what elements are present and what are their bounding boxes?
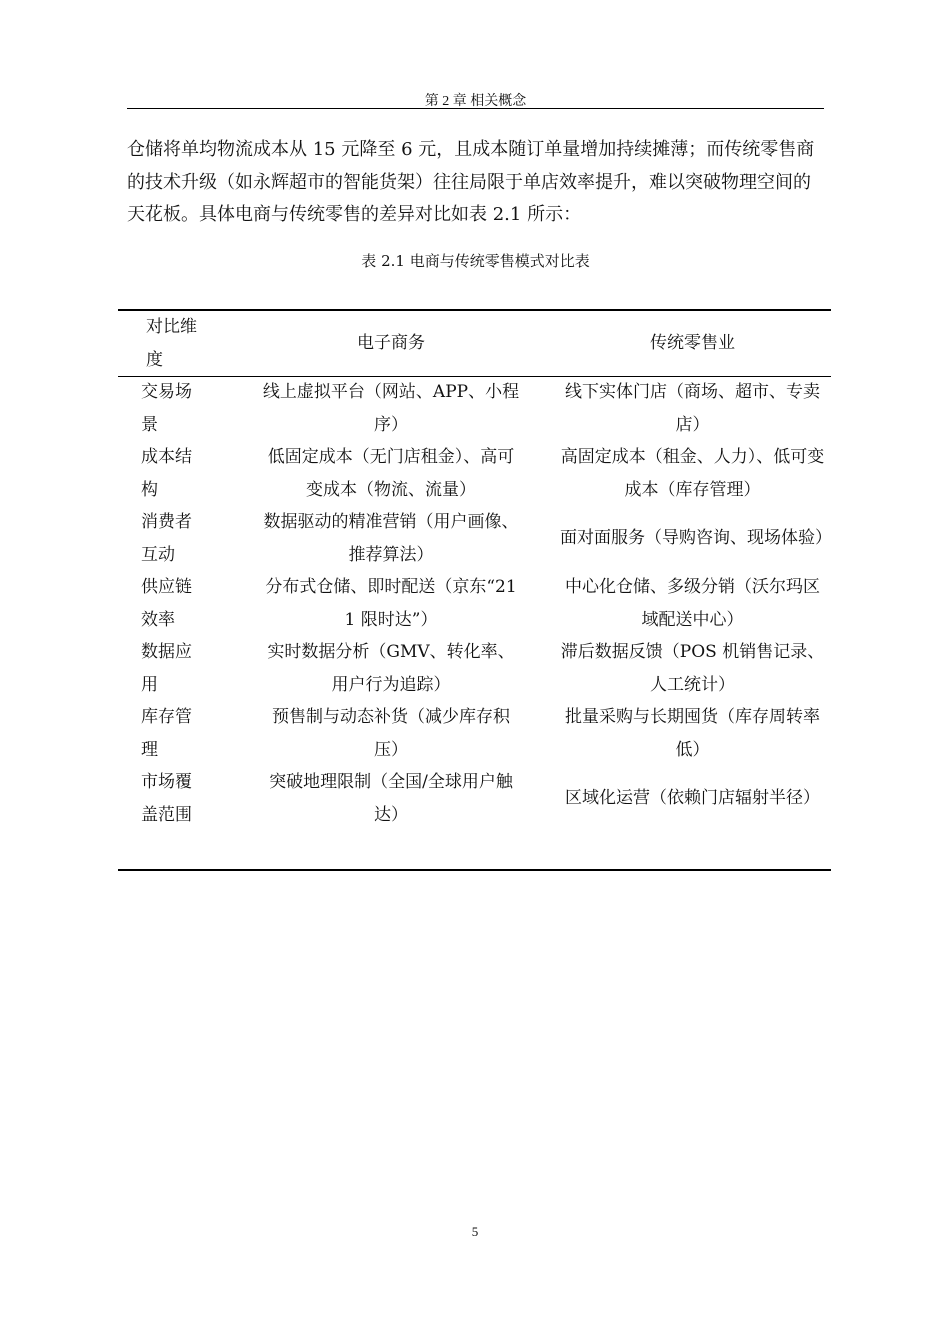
table-row (118, 441, 831, 506)
page-number: 5 (471, 1224, 479, 1239)
table-row (118, 506, 831, 571)
ecommerce-cell: 数据驱动的精准营销（用户画像、推荐算法） (263, 512, 519, 565)
ecommerce-cell: 线上虚拟平台（网站、APP、小程序） (262, 382, 520, 435)
header-cell: 电子商务 (357, 333, 425, 354)
dimension-cell: 库存管理 (141, 707, 192, 760)
header-rule (127, 108, 824, 109)
retail-cell: 区域化运营（依赖门店辐射半径） (565, 788, 820, 809)
table-row (118, 636, 831, 701)
ecommerce-cell: 实时数据分析（GMV、转化率、用户行为追踪） (267, 642, 515, 695)
retail-cell: 中心化仓储、多级分销（沃尔玛区域配送中心） (565, 577, 820, 630)
header-cell: 传统零售业 (650, 333, 735, 354)
table-bottom-rule (118, 869, 831, 871)
retail-cell: 滞后数据反馈（POS 机销售记录、人工统计） (560, 642, 825, 695)
dimension-cell: 供应链效率 (141, 577, 192, 630)
header-cell: 对比维度 (146, 317, 197, 370)
table-header-row (118, 311, 831, 376)
retail-cell: 线下实体门店（商场、超市、专卖店） (565, 382, 820, 435)
table-row (118, 701, 831, 766)
ecommerce-cell: 低固定成本（无门店租金）、高可变成本（物流、流量） (267, 447, 515, 500)
body-paragraph: 仓储将单均物流成本从 15 元降至 6 元，且成本随订单量增加持续摊薄；而传统零售商的技术升级（如永辉超市的智能货架）往往局限于单店效率提升，难以突破物理空间的天花板。具体电商与传统零售的差异对比如表 2.1 所示： (127, 139, 815, 225)
dimension-cell: 市场覆盖范围 (141, 772, 192, 825)
table-caption: 表 2.1 电商与传统零售模式对比表 (361, 252, 590, 270)
table-row (118, 376, 831, 441)
retail-cell: 批量采购与长期囤货（库存周转率低） (565, 707, 820, 760)
dimension-cell: 数据应用 (141, 642, 192, 695)
ecommerce-cell: 突破地理限制（全国/全球用户触达） (269, 772, 513, 825)
table-row (118, 766, 831, 831)
running-header: 第 2 章 相关概念 (424, 94, 527, 109)
comparison-table (118, 311, 831, 831)
ecommerce-cell: 分布式仓储、即时配送（京东“211 限时达”） (265, 577, 517, 630)
dimension-cell: 交易场景 (141, 382, 192, 435)
retail-cell: 高固定成本（租金、人力）、低可变成本（库存管理） (560, 447, 825, 500)
ecommerce-cell: 预售制与动态补货（减少库存积压） (272, 707, 510, 760)
table-row (118, 571, 831, 636)
retail-cell: 面对面服务（导购咨询、现场体验） (560, 528, 832, 549)
dimension-cell: 成本结构 (141, 447, 192, 500)
dimension-cell: 消费者互动 (141, 512, 192, 565)
